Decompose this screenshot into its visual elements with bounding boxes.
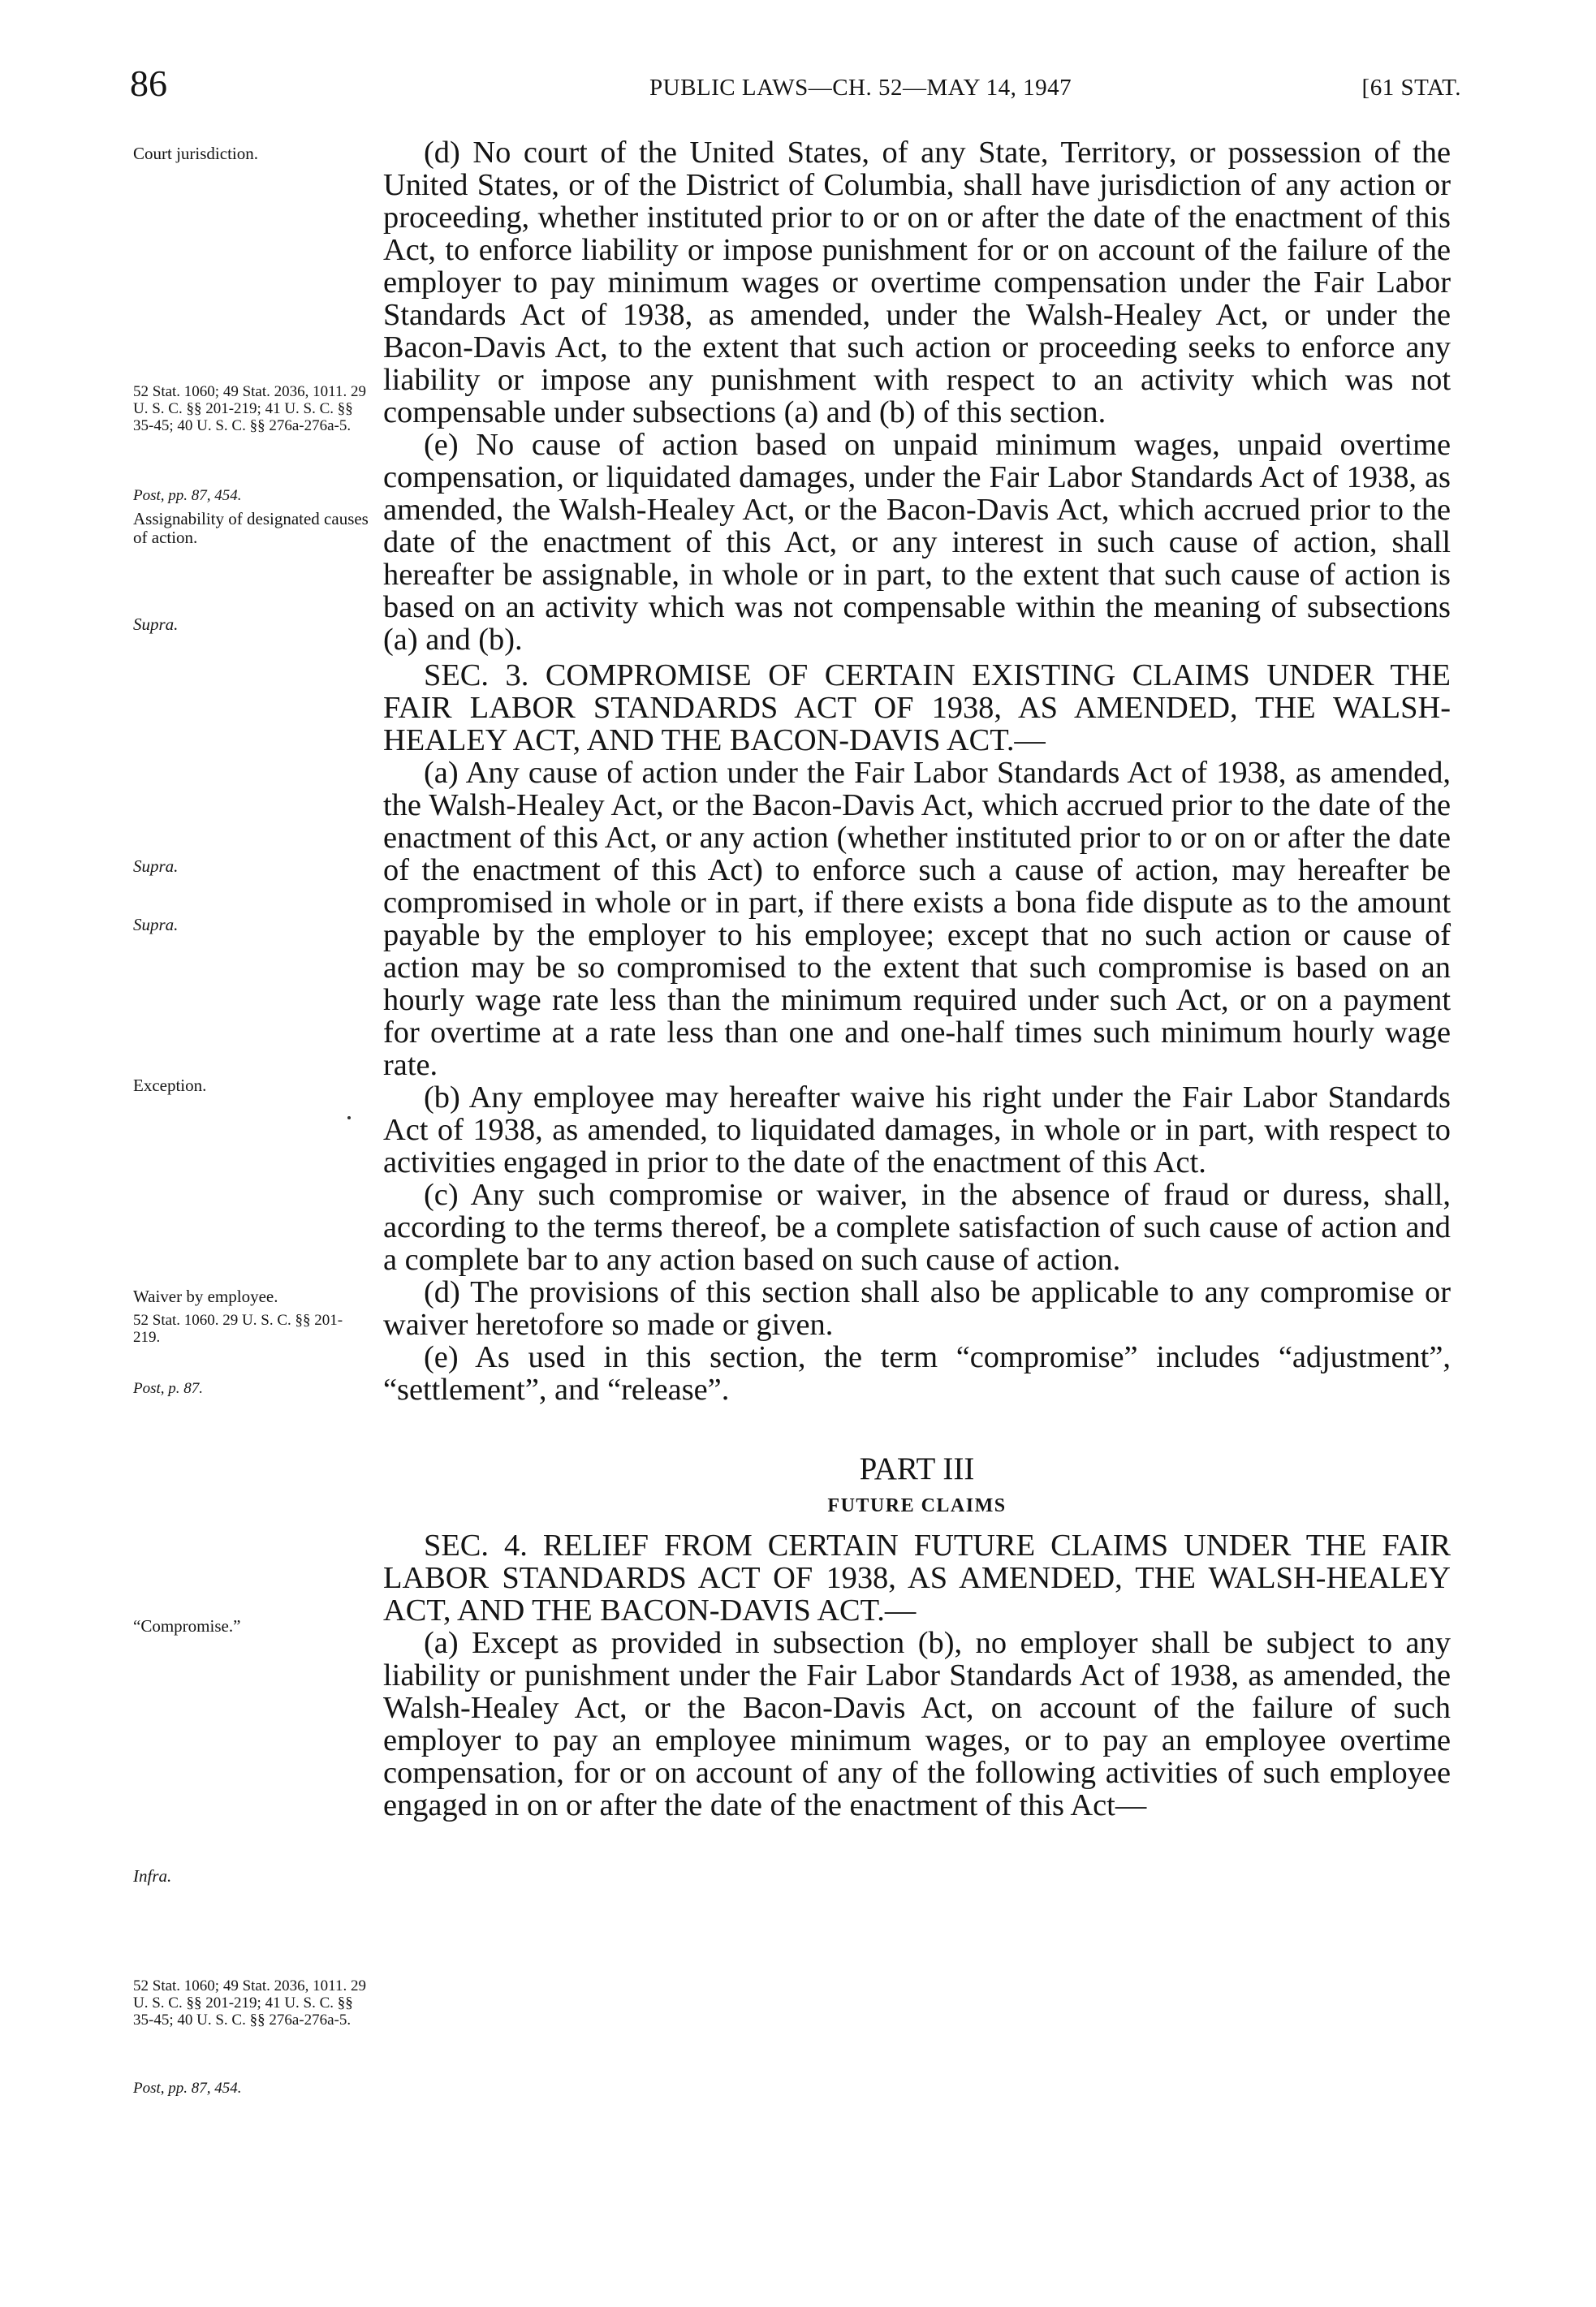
section-3-subsection-b: (b) Any employee may hereafter waive his right under the Fair Labor Standards Act of 1938, as amended, to liquidated damages, in whole or in part, with respect to activities engaged in prior to the date of the enactment of this Act. xyxy=(383,1080,1451,1179)
margin-note-supra: Supra. xyxy=(133,856,179,876)
margin-note-infra: Infra. xyxy=(133,1866,172,1886)
margin-note-citation: 52 Stat. 1060; 49 Stat. 2036, 1011. 29 U. S. C. §§ 201-219; 41 U. S. C. §§ 35-45; 40 U. S. C. §§ 276a-276a-5. xyxy=(133,1977,366,2029)
section-3-subsection-d: (d) The provisions of this section shall also be applicable to any compromise or waiver heretofore so made or given. xyxy=(383,1275,1451,1342)
section-3-subsection-a: (a) Any cause of action under the Fair Labor Standards Act of 1938, as amended, the Walsh-Healey Act, or the Bacon-Davis Act, which accrued prior to the date of the enactment of this Act, or any action (whether instituted prior to or on or after the date of the enactment of this Act) to enforce such a cause of action, may hereafter be compromised in whole or in part, if there exists a bona fide dispute as to the amount payable by the employer to his employee; except that no such action or cause of action may be so compromised to the extent that such compromise is based on an hourly wage rate less than the minimum required under such Act, or on a payment for overtime at a rate less than one and one-half times such minimum hourly wage rate. xyxy=(383,756,1451,1082)
part-heading: PART III xyxy=(859,1451,975,1486)
running-title: PUBLIC LAWS—CH. 52—MAY 14, 1947 xyxy=(649,75,1072,101)
paragraph-e: (e) No cause of action based on unpaid minimum wages, unpaid overtime compensation, or liquidated damages, under the Fair Labor Standards Act of 1938, as amended, the Walsh-Healey Act, or the Bacon-Davis Act, which accrued prior to the date of the enactment of this Act, or any interest in such cause of action, shall hereafter be assignable, in whole or in part, to the extent that such cause of action is based on an activity which was not compensable within the meaning of subsections (a) and (b). xyxy=(383,428,1451,657)
section-4-subsection-a: (a) Except as provided in subsection (b), no employer shall be subject to any liability or punishment under the Fair Labor Standards Act of 1938, as amended, the Walsh-Healey Act, or the Bacon-Davis Act, on account of the failure of such employer to pay an employee minimum wages, or to pay an employee overtime compensation, for or on account of any of the following activities of such employee engaged in on or after the date of the enactment of this Act— xyxy=(383,1626,1451,1822)
section-3-heading: SEC. 3. COMPROMISE OF CERTAIN EXISTING CLAIMS UNDER THE FAIR LABOR STANDARDS ACT OF 1938, AS AMENDED, THE WALSH-HEALEY ACT, AND THE BACON-DAVIS ACT.— xyxy=(383,658,1451,757)
margin-note-supra: Supra. xyxy=(133,915,179,934)
margin-note-post: Post, pp. 87, 454. xyxy=(133,2080,242,2097)
margin-note-post: Post, pp. 87, 454. xyxy=(133,487,242,504)
section-3-subsection-e: (e) As used in this section, the term “compromise” includes “adjustment”, “settlement”, and “release”. xyxy=(383,1340,1451,1407)
margin-note-assignability: Assignability of designated causes of action. xyxy=(133,509,369,547)
paragraph-d: (d) No court of the United States, of any State, Territory, or possession of the United States, or of the District of Columbia, shall have jurisdiction of any action or proceeding, whether instituted prior to or on or after the date of the enactment of this Act, to enforce liability or impose punishment for or on account of the failure of the employer to pay minimum wages or overtime compensation under the Fair Labor Standards Act of 1938, as amended, under the Walsh-Healey Act, or under the Bacon-Davis Act, to the extent that such action or proceeding seeks to enforce any liability or impose any punishment with respect to an activity which was not compensable under subsections (a) and (b) of this section. xyxy=(383,136,1451,429)
margin-note-court-jurisdiction: Court jurisdiction. xyxy=(133,144,258,163)
statute-body xyxy=(383,136,1451,1822)
section-4-heading: SEC. 4. RELIEF FROM CERTAIN FUTURE CLAIMS UNDER THE FAIR LABOR STANDARDS ACT OF 1938, AS AMENDED, THE WALSH-HEALEY ACT, AND THE BACON-DAVIS ACT.— xyxy=(383,1529,1451,1628)
margin-note-compromise: “Compromise.” xyxy=(133,1616,241,1636)
margin-note-exception: Exception. xyxy=(133,1076,207,1095)
margin-note-citation: 52 Stat. 1060; 49 Stat. 2036, 1011. 29 U. S. C. §§ 201-219; 41 U. S. C. §§ 35-45; 40 U. S. C. §§ 276a-276a-5. xyxy=(133,383,366,434)
volume-reference: [61 STAT. xyxy=(1361,75,1461,101)
margin-note-post: Post, p. 87. xyxy=(133,1380,204,1397)
section-3-subsection-c: (c) Any such compromise or waiver, in the absence of fraud or duress, shall, according to the terms thereof, be a complete satisfaction of such cause of action and a complete bar to any action based on such cause of action. xyxy=(383,1178,1451,1277)
margin-note-waiver: Waiver by employee. xyxy=(133,1287,278,1306)
page-number: 86 xyxy=(130,63,167,104)
margin-note-supra: Supra. xyxy=(133,614,179,634)
margin-note-citation: 52 Stat. 1060. 29 U. S. C. §§ 201-219. xyxy=(133,1312,343,1346)
page-header xyxy=(130,63,1461,112)
part-subheading: FUTURE CLAIMS xyxy=(827,1495,1007,1516)
stray-mark xyxy=(347,1116,351,1119)
